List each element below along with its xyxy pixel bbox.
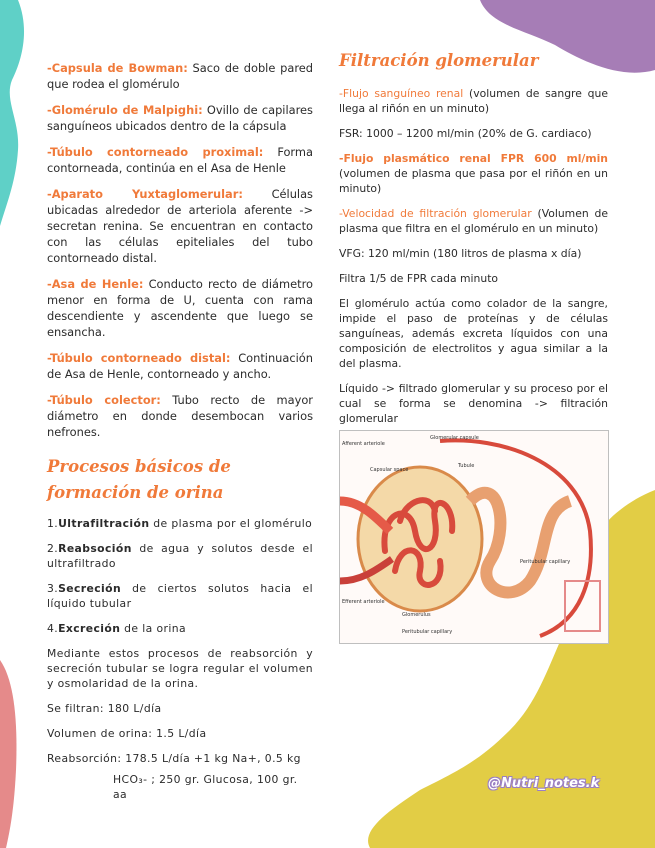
right-column	[339, 48, 608, 436]
process-item	[47, 581, 313, 611]
filtran-line: Se filtran: 180 L/día	[47, 702, 162, 715]
definition-aparato-yuxtaglomerular	[47, 186, 313, 266]
process-number: 3.	[47, 582, 59, 595]
definition-term: -Velocidad de filtración glomerular	[339, 207, 532, 220]
teal-blob-decoration	[0, 0, 40, 230]
definition-term: -Capsula de Bowman:	[47, 61, 188, 75]
definition-text: (volumen de plasma que pasa por el riñón en un minuto)	[339, 167, 608, 195]
process-number: 2.	[47, 542, 59, 555]
definition-tubulo-colector	[47, 392, 313, 440]
fsr-line: FSR: 1000 – 1200 ml/min (20% de G. cardiaco)	[339, 127, 592, 140]
pink-blob-decoration	[0, 660, 20, 848]
definition-term: -Aparato Yuxtaglomerular:	[47, 187, 243, 201]
liquido-paragraph: Líquido -> filtrado glomerular y su proceso por el cual se forma se denomina -> filtración glomerular	[339, 382, 608, 425]
glomerulus-diagram	[340, 431, 608, 643]
process-item	[47, 516, 313, 531]
label-capsular-space: Capsular space	[370, 467, 409, 473]
process-text: de agua y solutos desde el ultrafiltrado	[47, 542, 313, 570]
process-text: de plasma por el glomérulo	[149, 517, 313, 530]
flujo-sanguineo-paragraph	[339, 86, 608, 116]
definition-text: (volumen de sangre que llega al riñón en un minuto)	[339, 87, 608, 115]
label-tubule: Tubule	[458, 463, 475, 469]
process-item	[47, 621, 313, 636]
definition-term: -Asa de Henle:	[47, 277, 144, 291]
reabsorcion-line: Reabsorción: 178.5 L/día +1 kg Na+, 0.5 kg	[47, 752, 301, 765]
section-heading-procesos: Procesos básicos de formación de orina	[47, 457, 231, 502]
process-bold: Excreción	[58, 622, 121, 635]
definition-capsula-bowman	[47, 60, 313, 92]
label-peritubular-2: Peritubular capillary	[402, 629, 453, 635]
label-afferent: Afferent arteriole	[342, 441, 385, 447]
volumen-line: Volumen de orina: 1.5 L/día	[47, 727, 207, 740]
summary-paragraph: Mediante estos procesos de reabsorción y secreción tubular se logra regular el volumen y osmolaridad de la orina.	[47, 647, 313, 690]
definition-text: Continuación de Asa de Henle, contorneado y ancho.	[47, 351, 314, 381]
definition-asa-henle	[47, 276, 313, 340]
filtra-line: Filtra 1/5 de FPR cada minuto	[339, 272, 499, 285]
glomerulo-paragraph: El glomérulo actúa como colador de la sangre, impide el paso de proteínas y de células sanguíneas, además excreta líquidos con una composición de electrolitos y agua similar a la del plasma.	[339, 297, 608, 370]
definition-term: -Túbulo contorneado proximal:	[47, 145, 264, 159]
definition-term: -Túbulo colector:	[47, 393, 161, 407]
process-number: 4.	[47, 622, 59, 635]
process-bold: Ultrafiltración	[58, 517, 150, 530]
process-bold: Reabsoción	[58, 542, 132, 555]
glomerulus-illustration	[339, 430, 609, 644]
process-number: 1.	[47, 517, 59, 530]
vfg-value-line: VFG: 120 ml/min (180 litros de plasma x día)	[339, 247, 582, 260]
definition-tubulo-distal	[47, 350, 313, 382]
definition-text: Saco de doble pared que rodea el glomérulo	[47, 61, 313, 91]
process-bold: Secreción	[58, 582, 122, 595]
definition-term: -Flujo sanguíneo renal	[339, 87, 464, 100]
label-efferent: Efferent arteriole	[342, 599, 385, 605]
process-item	[47, 541, 313, 571]
reabsorcion-continuation: HCO₃- ; 250 gr. Glucosa, 100 gr. aa	[113, 773, 298, 801]
definition-glomerulo-malpighi	[47, 102, 313, 134]
definition-text: (Volumen de plasma que filtra en el glomérulo en un minuto)	[339, 207, 608, 235]
process-text: de ciertos solutos hacia el líquido tubular	[47, 582, 313, 610]
definition-text: Tubo recto de mayor diámetro en donde desembocan varios nefrones.	[47, 393, 313, 439]
definition-tubulo-proximal	[47, 144, 313, 176]
process-text: de la orina	[120, 622, 187, 635]
label-glomerulus: Glomerulus	[402, 612, 431, 618]
definition-term: -Glomérulo de Malpighi:	[47, 103, 203, 117]
definition-term: -Flujo plasmático renal FPR 600 ml/min	[339, 152, 608, 165]
label-peritubular: Peritubular capillary	[520, 559, 571, 565]
vfg-paragraph	[339, 206, 608, 236]
watermark-handle: @Nutri_notes.k	[488, 776, 600, 791]
left-column	[47, 60, 313, 812]
definition-text: Forma contorneada, continúa en el Asa de Henle	[47, 145, 313, 175]
definition-text: Conducto recto de diámetro menor en forma de U, cuenta con rama descendiente y ascendente que luego se ensancha.	[47, 277, 314, 339]
definition-text: Células ubicadas alrededor de arteriola aferente -> secretan renina. Se encuentran en contacto con las células epiteliales del tubo contorneado distal.	[47, 187, 313, 265]
flujo-plasmatico-paragraph	[339, 151, 608, 196]
section-heading-filtracion: Filtración glomerular	[339, 51, 539, 70]
definition-text: Ovillo de capilares sanguíneos ubicados dentro de la cápsula	[47, 103, 313, 133]
definition-term: -Túbulo contorneado distal:	[47, 351, 231, 365]
label-capsule: Glomerular capsule	[430, 435, 479, 441]
